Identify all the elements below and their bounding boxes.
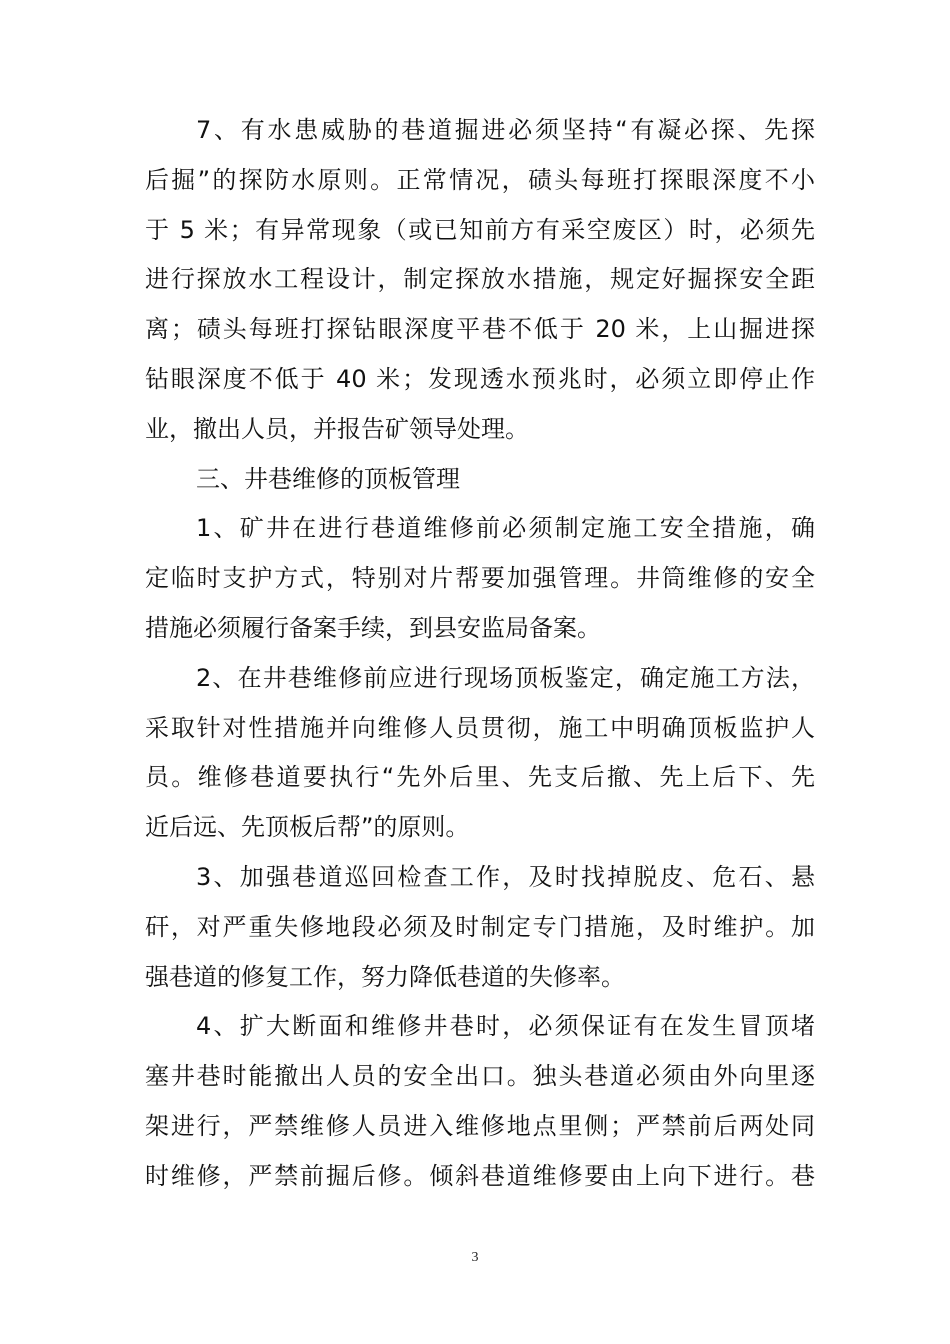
text-line: 时维修，严禁前掘后修。倾斜巷道维修要由上向下进行。巷 bbox=[145, 1161, 815, 1190]
text-line: 近后远、先顶板后帮”的原则。 bbox=[145, 813, 470, 842]
text-line: 定临时支护方式，特别对片帮要加强管理。井筒维修的安全 bbox=[145, 564, 815, 593]
document-body bbox=[145, 106, 815, 1202]
text-line: 7、有水患威胁的巷道掘进必须坚持“有凝必探、先探 bbox=[196, 116, 815, 144]
text-line: 业，撤出人员，并报告矿领导处理。 bbox=[145, 414, 529, 443]
text-line: 塞井巷时能撤出人员的安全出口。独头巷道必须由外向里逐 bbox=[145, 1062, 815, 1091]
text-line: 三、井巷维修的顶板管理 bbox=[196, 464, 460, 493]
page-number: 3 bbox=[471, 1250, 479, 1265]
text-line: 钻眼深度不低于 40 米；发现透水预兆时，必须立即停止作 bbox=[145, 364, 815, 393]
text-line: 架进行，严禁维修人员进入维修地点里侧；严禁前后两处同 bbox=[145, 1111, 815, 1140]
text-line: 矸，对严重失修地段必须及时制定专门措施，及时维护。加 bbox=[145, 912, 815, 941]
text-line: 4、扩大断面和维修井巷时，必须保证有在发生冒顶堵 bbox=[196, 1012, 815, 1041]
text-line: 强巷道的修复工作，努力降低巷道的失修率。 bbox=[145, 962, 625, 991]
text-line: 后掘”的探防水原则。正常情况，碛头每班打探眼深度不小 bbox=[145, 165, 815, 194]
text-line: 员。维修巷道要执行“先外后里、先支后撤、先上后下、先 bbox=[145, 763, 815, 792]
text-line: 于 5 米；有异常现象（或已知前方有采空废区）时，必须先 bbox=[145, 215, 815, 244]
text-line: 采取针对性措施并向维修人员贯彻，施工中明确顶板监护人 bbox=[145, 713, 815, 742]
text-line: 1、矿井在进行巷道维修前必须制定施工安全措施，确 bbox=[196, 514, 815, 543]
text-line: 3、加强巷道巡回检查工作，及时找掉脱皮、危石、悬 bbox=[196, 862, 815, 891]
text-line: 措施必须履行备案手续，到县安监局备案。 bbox=[145, 613, 601, 642]
text-line: 进行探放水工程设计，制定探放水措施，规定好掘探安全距 bbox=[145, 265, 815, 294]
text-line: 2、在井巷维修前应进行现场顶板鉴定，确定施工方法， bbox=[196, 663, 815, 692]
text-line: 离；碛头每班打探钻眼深度平巷不低于 20 米，上山掘进探 bbox=[145, 315, 815, 344]
